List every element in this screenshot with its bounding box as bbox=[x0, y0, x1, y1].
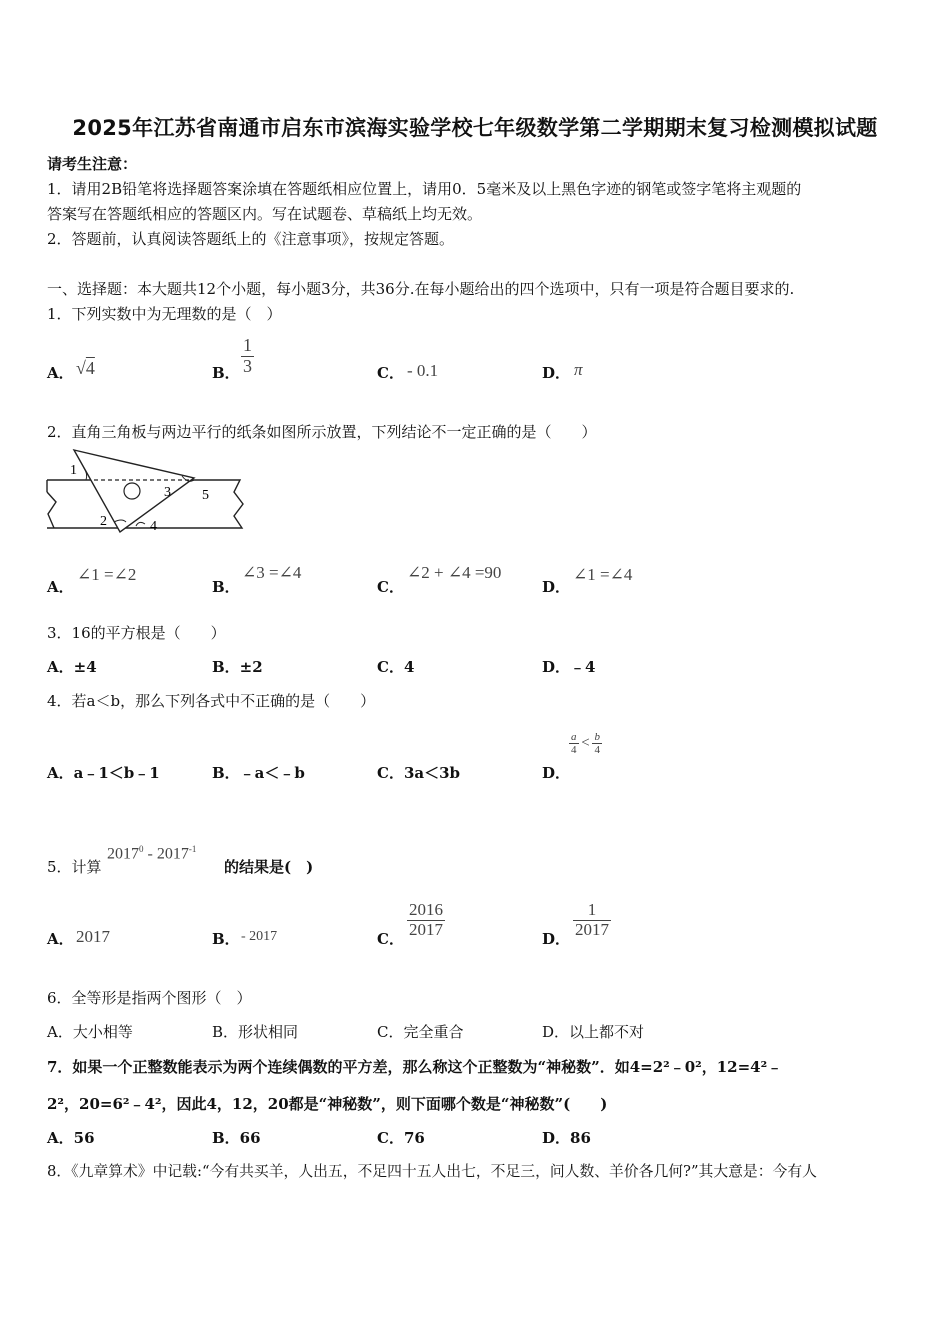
q8-line1: 8．《九章算术》中记载:“今有共买羊，人出五，不足四十五人出七，不足三，问人数、羊价各几何?”其大意是：今有人 bbox=[47, 1163, 817, 1180]
q4-b-option: B．﹣a＜﹣b bbox=[212, 764, 305, 782]
q5-exp1: 0 bbox=[139, 844, 144, 854]
q1-b-label: B． bbox=[212, 364, 240, 382]
q5-suffix: 的结果是( ) bbox=[224, 858, 314, 876]
q4-d-option bbox=[569, 731, 602, 756]
q6-stem: 6．全等形是指两个图形（ ） bbox=[47, 989, 252, 1007]
q1-d-option: π bbox=[574, 360, 583, 379]
angle-4-arc bbox=[136, 522, 145, 526]
q2-figure bbox=[44, 446, 249, 538]
fig-label-3: 3 bbox=[164, 485, 171, 500]
paper-strip-left-edge bbox=[47, 492, 56, 528]
q6-a-option: A．大小相等 bbox=[47, 1023, 133, 1041]
notice-line3: 2．答题前，认真阅读答题纸上的《注意事项》，按规定答题。 bbox=[47, 230, 455, 248]
q2-b-label: B． bbox=[212, 578, 240, 596]
q1-d-label: D． bbox=[542, 364, 571, 382]
q4-d-frac1-den: 4 bbox=[571, 744, 577, 757]
notice-line1: 1．请用2B铅笔将选择题答案涂填在答题纸相应位置上，请用0．5毫米及以上黑色字迹的钢笔或签字笔将主观题的 bbox=[47, 180, 802, 198]
q4-c-option: C．3a＜3b bbox=[377, 764, 461, 782]
q6-c-option: C．完全重合 bbox=[377, 1023, 464, 1041]
q5-minus-base2: - 2017 bbox=[143, 845, 189, 863]
q4-d-frac2-num: b bbox=[594, 731, 600, 743]
q3-c-option: C．4 bbox=[377, 658, 415, 676]
q5-b-option: - 2017 bbox=[241, 929, 278, 944]
q2-c-option: ∠2 + ∠4 =90 bbox=[407, 563, 502, 582]
triangle-ruler bbox=[74, 450, 194, 532]
q7-a-option: A．56 bbox=[47, 1129, 95, 1147]
q5-c-label: C． bbox=[377, 930, 404, 948]
notice-heading: 请考生注意： bbox=[47, 155, 138, 173]
q2-d-label: D． bbox=[542, 578, 571, 596]
q7-d-option: D．86 bbox=[542, 1129, 591, 1147]
q7-line1: 7．如果一个正整数能表示为两个连续偶数的平方差，那么称这个正整数为“神秘数”．如4=2²﹣0²，12=4²﹣ bbox=[47, 1058, 783, 1076]
q4-d-less-than: < bbox=[581, 735, 590, 752]
q2-b-option: ∠3 =∠4 bbox=[242, 563, 302, 582]
q5-d-denominator: 2017 bbox=[575, 919, 609, 939]
q5-base1: 2017 bbox=[107, 845, 139, 863]
q7-b-option: B．66 bbox=[212, 1129, 261, 1147]
q5-prefix: 5．计算 bbox=[47, 858, 102, 876]
q5-c-option bbox=[407, 901, 445, 939]
q1-a-label: A． bbox=[47, 364, 74, 382]
fig-label-2: 2 bbox=[100, 514, 107, 529]
q4-a-option: A．a﹣1＜b﹣1 bbox=[47, 764, 160, 782]
q1-b-numerator: 1 bbox=[243, 335, 252, 355]
q6-b-option: B．形状相同 bbox=[212, 1023, 299, 1041]
q1-c-label: C． bbox=[377, 364, 404, 382]
fig-label-1: 1 bbox=[70, 463, 77, 478]
q5-d-label: D． bbox=[542, 930, 571, 948]
q5-exp2: -1 bbox=[188, 844, 197, 854]
q1-b-denominator: 3 bbox=[243, 355, 252, 376]
q3-d-option: D．﹣4 bbox=[542, 658, 596, 676]
q2-a-option: ∠1 =∠2 bbox=[77, 565, 137, 584]
q4-d-label: D． bbox=[542, 764, 571, 782]
q2-c-label: C． bbox=[377, 578, 404, 596]
q5-a-option: 2017 bbox=[76, 927, 110, 946]
q5-b-label: B． bbox=[212, 930, 240, 948]
q4-stem: 4．若a＜b，那么下列各式中不正确的是（ ） bbox=[47, 692, 376, 710]
q7-line2: 2²，20=6²﹣4²，因此4，12，20都是“神秘数”，则下面哪个数是“神秘数”( ) bbox=[47, 1095, 608, 1113]
q1-stem: 1．下列实数中为无理数的是（ ） bbox=[47, 305, 282, 323]
q5-c-denominator: 2017 bbox=[409, 919, 443, 939]
fig-label-5: 5 bbox=[202, 488, 209, 503]
notice-line2: 答案写在答题纸相应的答题区内。写在试题卷、草稿纸上均无效。 bbox=[47, 205, 483, 223]
q4-d-frac2-den: 4 bbox=[594, 744, 600, 757]
page-title: 2025年江苏省南通市启东市滨海实验学校七年级数学第二学期期末复习检测模拟试题 bbox=[72, 116, 878, 140]
q5-d-option bbox=[573, 901, 611, 939]
q1-a-radicand: 4 bbox=[85, 358, 95, 378]
q1-a-option: √4 bbox=[76, 358, 95, 378]
q4-d-frac1-num: a bbox=[571, 731, 577, 743]
q1-b-option bbox=[241, 336, 254, 377]
q3-a-option: A．±4 bbox=[47, 658, 97, 676]
q2-a-label: A． bbox=[47, 578, 74, 596]
q2-d-option: ∠1 =∠4 bbox=[573, 565, 633, 584]
q3-stem: 3．16的平方根是（ ） bbox=[47, 624, 226, 642]
section-heading: 一、选择题：本大题共12个小题，每小题3分，共36分.在每小题给出的四个选项中，只有一项是符合题目要求的. bbox=[47, 280, 795, 298]
q6-d-option: D．以上都不对 bbox=[542, 1023, 645, 1041]
fig-label-4: 4 bbox=[150, 519, 157, 534]
q2-stem: 2．直角三角板与两边平行的纸条如图所示放置，下列结论不一定正确的是（ ） bbox=[47, 423, 597, 441]
q7-c-option: C．76 bbox=[377, 1129, 425, 1147]
q5-expression bbox=[107, 844, 196, 863]
q5-d-numerator: 1 bbox=[573, 901, 611, 921]
q1-c-option: - 0.1 bbox=[407, 361, 439, 380]
q5-a-label: A． bbox=[47, 930, 74, 948]
q5-c-numerator: 2016 bbox=[409, 900, 443, 919]
q3-b-option: B．±2 bbox=[212, 658, 263, 676]
